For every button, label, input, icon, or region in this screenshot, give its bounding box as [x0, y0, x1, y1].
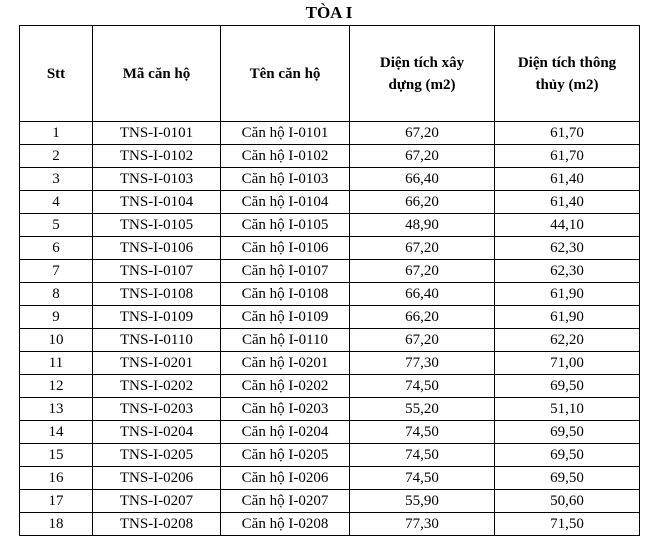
table-row [20, 237, 640, 260]
cell-apartment-code: TNS-I-0107 [93, 260, 221, 283]
table-row [20, 352, 640, 375]
header-construction-area: Diện tích xây dựng (m2) [350, 26, 495, 122]
cell-construction-area: 66,40 [350, 168, 495, 191]
cell-construction-area: 77,30 [350, 352, 495, 375]
cell-clear-area: 69,50 [495, 421, 640, 444]
cell-apartment-name: Căn hộ I-0104 [221, 191, 350, 214]
cell-apartment-name: Căn hộ I-0108 [221, 283, 350, 306]
cell-construction-area: 55,90 [350, 490, 495, 513]
cell-apartment-name: Căn hộ I-0204 [221, 421, 350, 444]
cell-apartment-code: TNS-I-0104 [93, 191, 221, 214]
table-row [20, 306, 640, 329]
cell-apartment-name: Căn hộ I-0202 [221, 375, 350, 398]
cell-clear-area: 69,50 [495, 375, 640, 398]
cell-stt: 3 [20, 168, 93, 191]
cell-clear-area: 61,70 [495, 122, 640, 145]
header-apartment-name: Tên căn hộ [221, 26, 350, 122]
cell-apartment-name: Căn hộ I-0207 [221, 490, 350, 513]
header-stt: Stt [20, 26, 93, 122]
cell-clear-area: 71,50 [495, 513, 640, 536]
cell-clear-area: 61,90 [495, 283, 640, 306]
cell-construction-area: 55,20 [350, 398, 495, 421]
table-row [20, 375, 640, 398]
cell-apartment-name: Căn hộ I-0106 [221, 237, 350, 260]
cell-stt: 15 [20, 444, 93, 467]
cell-clear-area: 71,00 [495, 352, 640, 375]
cell-apartment-name: Căn hộ I-0201 [221, 352, 350, 375]
table-body [20, 122, 640, 536]
cell-apartment-name: Căn hộ I-0205 [221, 444, 350, 467]
cell-apartment-code: TNS-I-0203 [93, 398, 221, 421]
cell-stt: 12 [20, 375, 93, 398]
cell-stt: 18 [20, 513, 93, 536]
cell-apartment-name: Căn hộ I-0102 [221, 145, 350, 168]
cell-apartment-code: TNS-I-0105 [93, 214, 221, 237]
cell-stt: 1 [20, 122, 93, 145]
cell-stt: 10 [20, 329, 93, 352]
header-apartment-code: Mã căn hộ [93, 26, 221, 122]
cell-stt: 4 [20, 191, 93, 214]
cell-construction-area: 67,20 [350, 237, 495, 260]
cell-clear-area: 51,10 [495, 398, 640, 421]
cell-clear-area: 44,10 [495, 214, 640, 237]
cell-clear-area: 69,50 [495, 467, 640, 490]
table-row [20, 398, 640, 421]
cell-apartment-code: TNS-I-0102 [93, 145, 221, 168]
cell-stt: 5 [20, 214, 93, 237]
cell-clear-area: 50,60 [495, 490, 640, 513]
table-row [20, 444, 640, 467]
cell-apartment-code: TNS-I-0109 [93, 306, 221, 329]
cell-apartment-code: TNS-I-0207 [93, 490, 221, 513]
cell-apartment-code: TNS-I-0206 [93, 467, 221, 490]
table-header-row [20, 26, 640, 122]
cell-construction-area: 74,50 [350, 467, 495, 490]
cell-apartment-code: TNS-I-0108 [93, 283, 221, 306]
cell-apartment-name: Căn hộ I-0203 [221, 398, 350, 421]
cell-clear-area: 61,40 [495, 168, 640, 191]
cell-clear-area: 62,30 [495, 260, 640, 283]
cell-clear-area: 61,90 [495, 306, 640, 329]
cell-apartment-code: TNS-I-0110 [93, 329, 221, 352]
cell-stt: 8 [20, 283, 93, 306]
cell-apartment-name: Căn hộ I-0107 [221, 260, 350, 283]
cell-apartment-name: Căn hộ I-0109 [221, 306, 350, 329]
cell-apartment-code: TNS-I-0204 [93, 421, 221, 444]
cell-apartment-code: TNS-I-0205 [93, 444, 221, 467]
cell-stt: 14 [20, 421, 93, 444]
cell-apartment-name: Căn hộ I-0101 [221, 122, 350, 145]
cell-construction-area: 66,40 [350, 283, 495, 306]
cell-apartment-name: Căn hộ I-0103 [221, 168, 350, 191]
cell-stt: 6 [20, 237, 93, 260]
cell-construction-area: 77,30 [350, 513, 495, 536]
table-row [20, 329, 640, 352]
cell-construction-area: 67,20 [350, 145, 495, 168]
cell-apartment-code: TNS-I-0103 [93, 168, 221, 191]
table-row [20, 490, 640, 513]
cell-stt: 16 [20, 467, 93, 490]
table-row [20, 260, 640, 283]
cell-construction-area: 74,50 [350, 444, 495, 467]
cell-construction-area: 74,50 [350, 375, 495, 398]
cell-apartment-code: TNS-I-0106 [93, 237, 221, 260]
table-row [20, 421, 640, 444]
cell-construction-area: 66,20 [350, 191, 495, 214]
cell-clear-area: 62,20 [495, 329, 640, 352]
table-row [20, 191, 640, 214]
cell-construction-area: 66,20 [350, 306, 495, 329]
cell-construction-area: 67,20 [350, 122, 495, 145]
cell-stt: 11 [20, 352, 93, 375]
cell-clear-area: 61,40 [495, 191, 640, 214]
table-row [20, 513, 640, 536]
cell-construction-area: 67,20 [350, 260, 495, 283]
cell-apartment-name: Căn hộ I-0206 [221, 467, 350, 490]
header-clear-area: Diện tích thông thủy (m2) [495, 26, 640, 122]
cell-construction-area: 48,90 [350, 214, 495, 237]
table-row [20, 145, 640, 168]
cell-stt: 13 [20, 398, 93, 421]
cell-stt: 2 [20, 145, 93, 168]
cell-apartment-code: TNS-I-0201 [93, 352, 221, 375]
table-row [20, 168, 640, 191]
cell-apartment-name: Căn hộ I-0110 [221, 329, 350, 352]
cell-apartment-name: Căn hộ I-0105 [221, 214, 350, 237]
cell-apartment-name: Căn hộ I-0208 [221, 513, 350, 536]
cell-construction-area: 67,20 [350, 329, 495, 352]
table-row [20, 467, 640, 490]
cell-stt: 9 [20, 306, 93, 329]
table-row [20, 214, 640, 237]
page-title: TÒA I [305, 3, 353, 22]
cell-stt: 7 [20, 260, 93, 283]
cell-apartment-code: TNS-I-0208 [93, 513, 221, 536]
cell-apartment-code: TNS-I-0101 [93, 122, 221, 145]
cell-clear-area: 61,70 [495, 145, 640, 168]
cell-construction-area: 74,50 [350, 421, 495, 444]
apartment-table [19, 25, 640, 536]
cell-apartment-code: TNS-I-0202 [93, 375, 221, 398]
table-row [20, 122, 640, 145]
cell-clear-area: 69,50 [495, 444, 640, 467]
cell-clear-area: 62,30 [495, 237, 640, 260]
table-row [20, 283, 640, 306]
cell-stt: 17 [20, 490, 93, 513]
